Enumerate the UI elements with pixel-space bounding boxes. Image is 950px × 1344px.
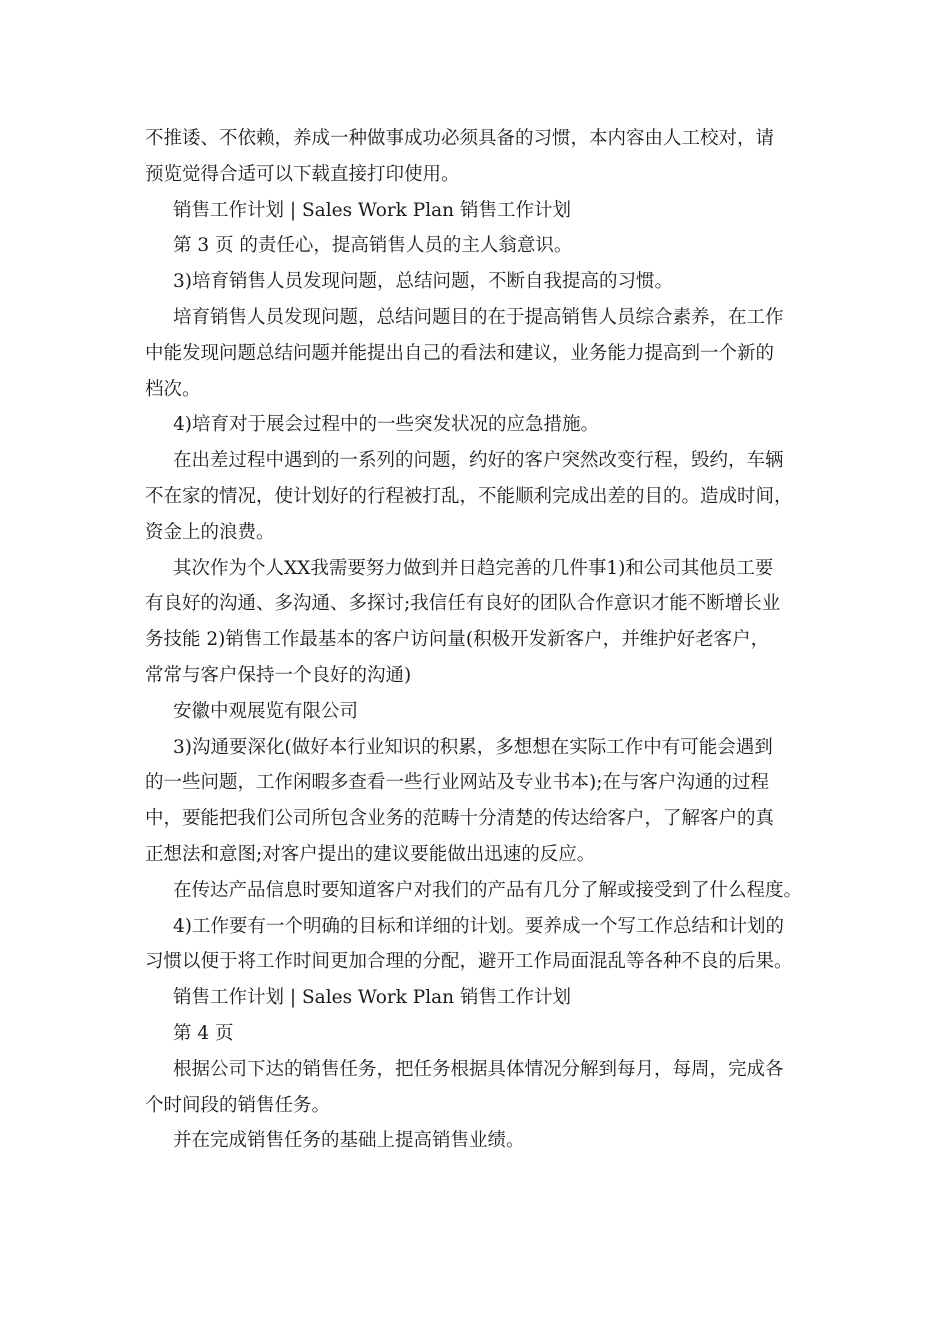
text-line: 务技能 2)销售工作最基本的客户访问量(积极开发新客户，并维护好老客户， <box>145 629 770 651</box>
text-line: 不在家的情况，使计划好的行程被打乱，不能顺利完成出差的目的。造成时间， <box>145 485 793 507</box>
text-line: 并在完成销售任务的基础上提高销售业绩。 <box>173 1130 525 1152</box>
document-body <box>145 121 810 1159</box>
text-line: 常常与客户保持一个良好的沟通) <box>145 664 412 686</box>
text-line: 3)培育销售人员发现问题，总结问题，不断自我提高的习惯。 <box>173 271 673 293</box>
text-line: 3)沟通要深化(做好本行业知识的积累，多想想在实际工作中有可能会遇到 <box>173 736 773 758</box>
text-line: 预览觉得合适可以下载直接打印使用。 <box>145 163 460 185</box>
page-header-line: 销售工作计划 | Sales Work Plan 销售工作计划 <box>173 199 571 221</box>
text-line: 培育销售人员发现问题，总结问题目的在于提高销售人员综合素养，在工作 <box>173 306 784 328</box>
company-name-line: 安徽中观展览有限公司 <box>173 700 359 722</box>
text-line: 在传达产品信息时要知道客户对我们的产品有几分了解或接受到了什么程度。 <box>173 879 803 901</box>
page-header-line: 销售工作计划 | Sales Work Plan 销售工作计划 <box>173 987 571 1009</box>
text-line: 4)工作要有一个明确的目标和详细的计划。要养成一个写工作总结和计划的 <box>173 915 784 937</box>
text-line: 4)培育对于展会过程中的一些突发状况的应急措施。 <box>173 414 599 436</box>
text-line: 在出差过程中遇到的一系列的问题，约好的客户突然改变行程，毁约，车辆 <box>173 450 784 472</box>
text-line: 资金上的浪费。 <box>145 521 275 543</box>
text-line: 其次作为个人XX我需要努力做到并日趋完善的几件事1)和公司其他员工要 <box>173 557 774 579</box>
text-line: 档次。 <box>145 378 201 400</box>
text-line: 中能发现问题总结问题并能提出自己的看法和建议，业务能力提高到一个新的 <box>145 342 775 364</box>
text-line: 有良好的沟通、多沟通、多探讨;我信任有良好的团队合作意识才能不断增长业 <box>145 593 781 615</box>
page-number-line: 第 4 页 <box>173 1022 234 1044</box>
text-line: 正想法和意图;对客户提出的建议要能做出迅速的反应。 <box>145 843 596 865</box>
text-line: 习惯以便于将工作时间更加合理的分配，避开工作局面混乱等各种不良的后果。 <box>145 951 793 973</box>
text-line: 不推诿、不依赖，养成一种做事成功必须具备的习惯，本内容由人工校对，请 <box>145 128 775 149</box>
text-line: 的一些问题，工作闲暇多查看一些行业网站及专业书本);在与客户沟通的过程 <box>145 772 769 794</box>
text-line: 中，要能把我们公司所包含业务的范畴十分清楚的传达给客户，了解客户的真 <box>145 808 775 830</box>
text-line: 根据公司下达的销售任务，把任务根据具体情况分解到每月，每周，完成各 <box>173 1058 784 1080</box>
text-line: 个时间段的销售任务。 <box>145 1094 331 1116</box>
page-number-line: 第 3 页 的责任心，提高销售人员的主人翁意识。 <box>173 235 573 257</box>
